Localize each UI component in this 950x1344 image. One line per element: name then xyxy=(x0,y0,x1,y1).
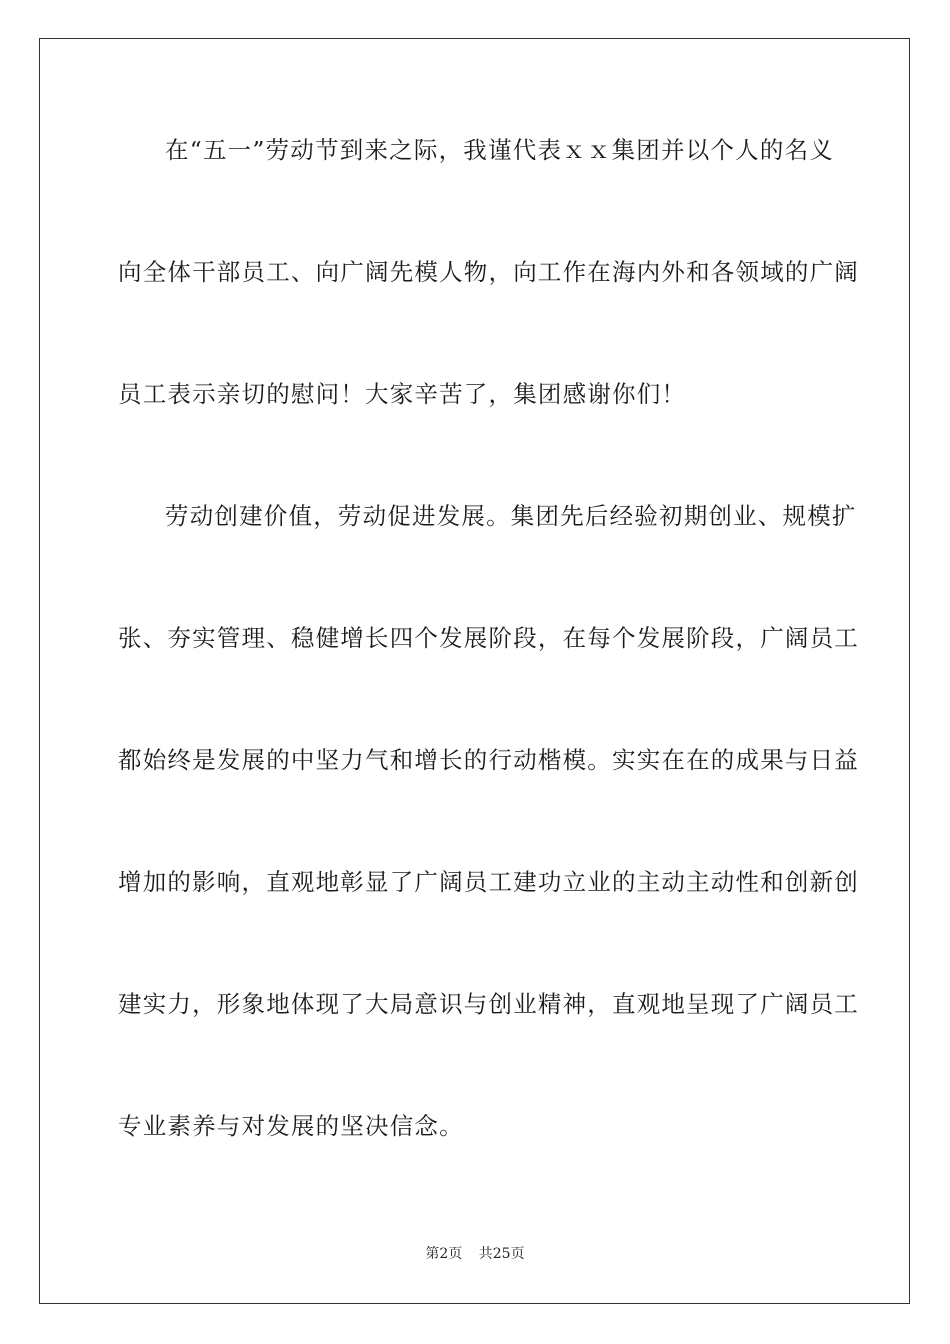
paragraph-1-line-2: 向全体干部员工、向广阔先模人物，向工作在海内外和各领域的广阔 xyxy=(118,258,859,286)
paragraph-2-line-4: 增加的影响，直观地彰显了广阔员工建功立业的主动主动性和创新创 xyxy=(118,868,859,896)
paragraph-2-line-1: 劳动创建价值，劳动促进发展。集团先后经验初期创业、规模扩 xyxy=(165,502,857,530)
paragraph-2-line-6: 专业素养与对发展的坚决信念。 xyxy=(118,1112,464,1140)
page-total: 共25页 xyxy=(478,1246,525,1262)
page-number: 第2页 xyxy=(425,1246,463,1262)
paragraph-1-line-1: 在“五一”劳动节到来之际，我谨代表ｘｘ集团并以个人的名义 xyxy=(165,136,834,164)
paragraph-1-line-3: 员工表示亲切的慰问！大家辛苦了，集团感谢你们！ xyxy=(118,380,687,408)
paragraph-2-line-2: 张、夯实管理、稳健增长四个发展阶段，在每个发展阶段，广阔员工 xyxy=(118,624,859,652)
paragraph-2-line-3: 都始终是发展的中坚力气和增长的行动楷模。实实在在的成果与日益 xyxy=(118,746,859,774)
paragraph-2-line-5: 建实力，形象地体现了大局意识与创业精神，直观地呈现了广阔员工 xyxy=(118,990,859,1018)
document-body xyxy=(118,120,859,1218)
page-footer xyxy=(0,1243,950,1263)
